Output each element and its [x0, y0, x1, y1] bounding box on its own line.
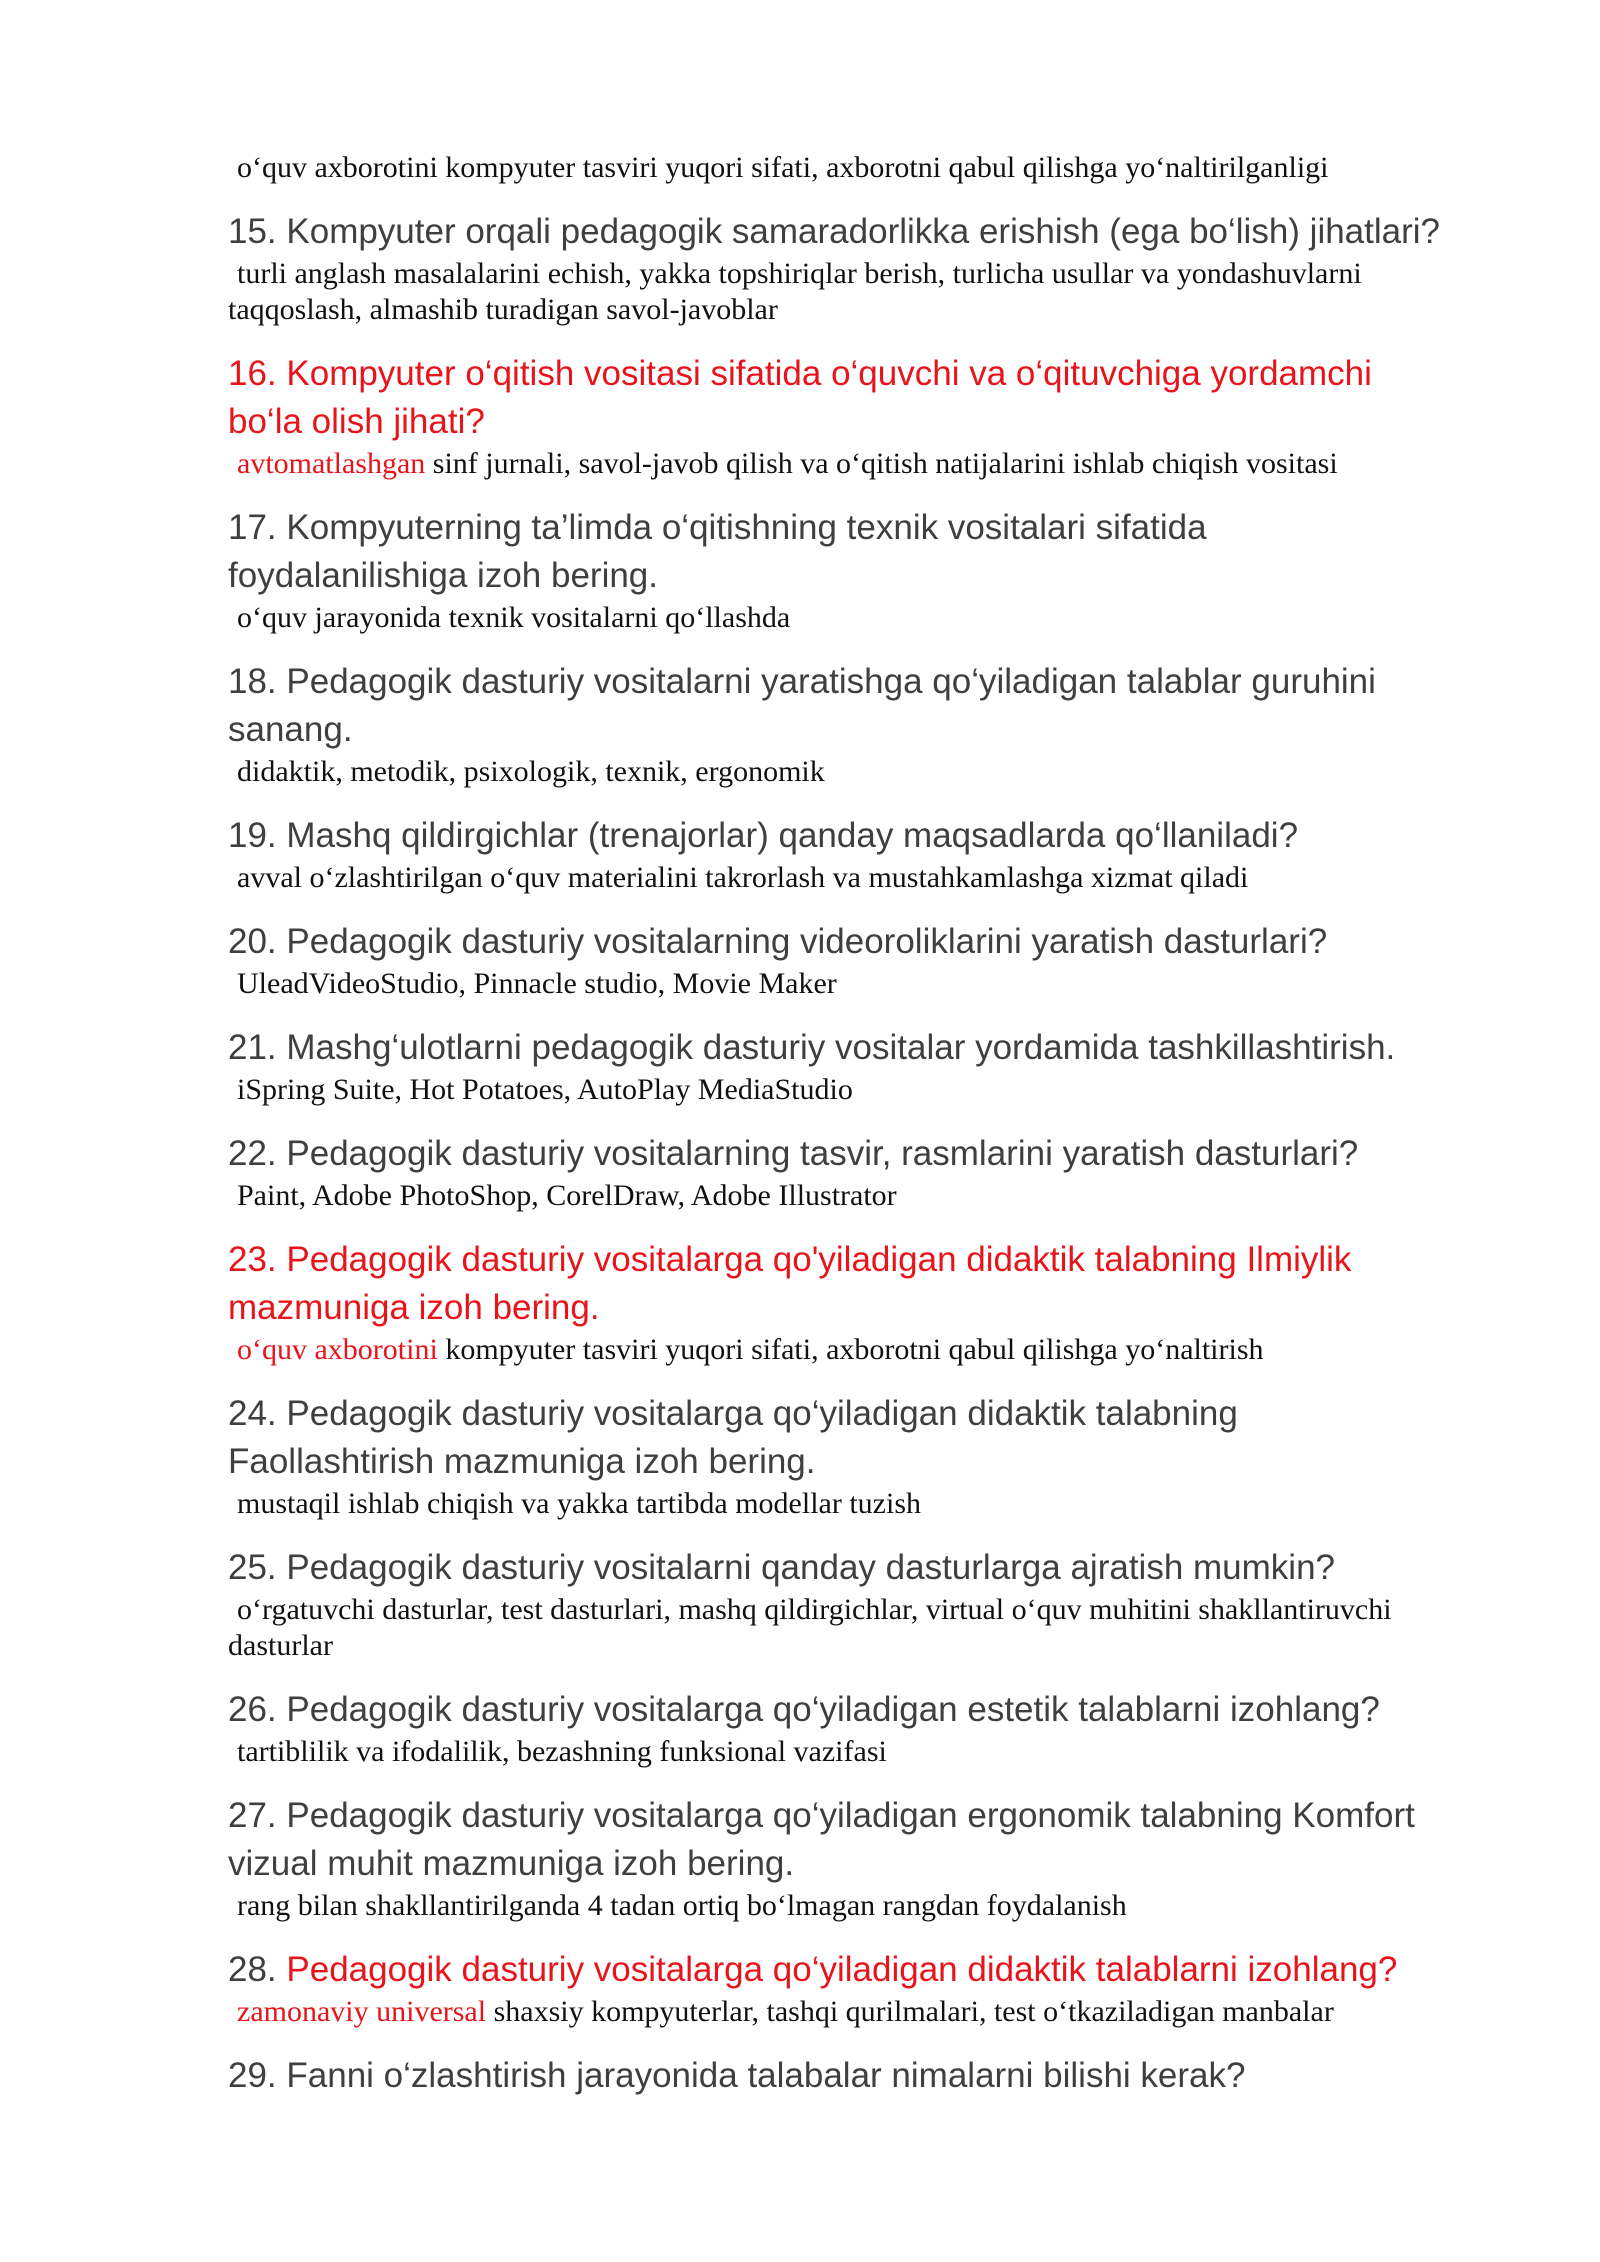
question-text: 19. Mashq qildirgichlar (trenajorlar) qanday maqsadlarda qo‘llaniladi? [228, 816, 1299, 855]
question-block-21 [228, 1024, 1488, 1108]
highlighted-answer-part: zamonaviy universal [237, 1995, 487, 2028]
question-text-line-2: sanang. [228, 710, 353, 749]
question-block-15 [228, 208, 1488, 328]
question-text-line-2: bo‘la olish jihati? [228, 402, 485, 441]
highlighted-answer-part: o‘quv axborotini [237, 1333, 438, 1366]
question-text: 26. Pedagogik dasturiy vositalarga qo‘yiladigan estetik talablarni izohlang? [228, 1690, 1380, 1729]
question-block-16 [228, 350, 1488, 482]
question-text-line-1: 18. Pedagogik dasturiy vositalarni yaratishga qo‘yiladigan talablar guruhini [228, 662, 1376, 701]
question-block-20 [228, 918, 1488, 1002]
question-text: 20. Pedagogik dasturiy vositalarning videoroliklarini yaratish dasturlari? [228, 922, 1328, 961]
question-block-29 [228, 2052, 1488, 2100]
question-text-line-2: Faollashtirish mazmuniga izoh bering. [228, 1442, 816, 1481]
answer-text-line-1: o‘rgatuvchi dasturlar, test dasturlari, mashq qildirgichlar, virtual o‘quv muhitini shakllantiruvchi [237, 1593, 1392, 1626]
question-block-18 [228, 658, 1488, 790]
answer-text: mustaqil ishlab chiqish va yakka tartibda modellar tuzish [237, 1487, 922, 1520]
highlighted-answer-part: avtomatlashgan [237, 447, 426, 480]
question-text: 21. Mashg‘ulotlarni pedagogik dasturiy vositalar yordamida tashkillashtirish. [228, 1028, 1396, 1067]
answer-text: didaktik, metodik, psixologik, texnik, ergonomik [237, 755, 825, 788]
question-text-line-2: vizual muhit mazmuniga izoh bering. [228, 1844, 795, 1883]
question-text-line-2: foydalanilishiga izoh bering. [228, 556, 658, 595]
question-text-line-1: 24. Pedagogik dasturiy vositalarga qo‘yiladigan didaktik talabning [228, 1394, 1238, 1433]
document-page [228, 150, 1488, 2100]
answer-text: tartiblilik va ifodalilik, bezashning funksional vazifasi [237, 1735, 887, 1768]
question-text-line-2: mazmuniga izoh bering. [228, 1288, 600, 1327]
answer-text-line-2: taqqoslash, almashib turadigan savol-javoblar [228, 293, 778, 326]
answer-text: o‘quv jarayonida texnik vositalarni qo‘llashda [237, 601, 791, 634]
answer-text: avval o‘zlashtirilgan o‘quv materialini takrorlash va mustahkamlashga xizmat qiladi [237, 861, 1249, 894]
question-block-27 [228, 1792, 1488, 1924]
question-text: 25. Pedagogik dasturiy vositalarni qanday dasturlarga ajratish mumkin? [228, 1548, 1335, 1587]
question-block-22 [228, 1130, 1488, 1214]
question-text: 22. Pedagogik dasturiy vositalarning tasvir, rasmlarini yaratish dasturlari? [228, 1134, 1359, 1173]
answer-text: UleadVideoStudio, Pinnacle studio, Movie Maker [237, 967, 837, 1000]
question-text: 15. Kompyuter orqali pedagogik samaradorlikka erishish (ega bo‘lish) jihatlari? [228, 212, 1441, 251]
answer-text [228, 446, 1488, 482]
question-number: 28. [228, 1950, 287, 1989]
answer-text: Paint, Adobe PhotoShop, CorelDraw, Adobe Illustrator [237, 1179, 897, 1212]
answer-rest: sinf jurnali, savol-javob qilish va o‘qitish natijalarini ishlab chiqish vositasi [425, 447, 1338, 480]
question-block-28 [228, 1946, 1488, 2030]
highlighted-question-part: Pedagogik dasturiy vositalarga qo‘yiladigan didaktik talablarni izohlang? [286, 1950, 1398, 1989]
answer-block-14 [228, 150, 1488, 186]
answer-text-line-1: turli anglash masalalarini echish, yakka topshiriqlar berish, turlicha usullar va yondashuvlarni [237, 257, 1362, 290]
question-block-23 [228, 1236, 1488, 1368]
answer-text: iSpring Suite, Hot Potatoes, AutoPlay MediaStudio [237, 1073, 853, 1106]
question-text [228, 1946, 1488, 1994]
question-text-line-1: 17. Kompyuterning ta’limda o‘qitishning texnik vositalari sifatida [228, 508, 1207, 547]
question-text-line-1: 27. Pedagogik dasturiy vositalarga qo‘yiladigan ergonomik talabning Komfort [228, 1796, 1415, 1835]
question-text-line-1: 23. Pedagogik dasturiy vositalarga qo'yiladigan didaktik talabning Ilmiylik [228, 1240, 1352, 1279]
answer-text-line-2: dasturlar [228, 1629, 333, 1662]
question-text: 29. Fanni o‘zlashtirish jarayonida talabalar nimalarni bilishi kerak? [228, 2056, 1246, 2095]
answer-rest: shaxsiy kompyuterlar, tashqi qurilmalari, test o‘tkaziladigan manbalar [486, 1995, 1334, 2028]
question-text-line-1: 16. Kompyuter o‘qitish vositasi sifatida o‘quvchi va o‘qituvchiga yordamchi [228, 354, 1372, 393]
question-block-26 [228, 1686, 1488, 1770]
question-block-25 [228, 1544, 1488, 1664]
question-block-19 [228, 812, 1488, 896]
answer-text: o‘quv axborotini kompyuter tasviri yuqori sifati, axborotni qabul qilishga yo‘naltirilganligi [237, 151, 1329, 184]
answer-text [228, 1994, 1488, 2030]
answer-text [228, 1332, 1488, 1368]
answer-text: rang bilan shakllantirilganda 4 tadan ortiq bo‘lmagan rangdan foydalanish [237, 1889, 1127, 1922]
answer-rest: kompyuter tasviri yuqori sifati, axborotni qabul qilishga yo‘naltirish [437, 1333, 1264, 1366]
question-block-17 [228, 504, 1488, 636]
question-block-24 [228, 1390, 1488, 1522]
